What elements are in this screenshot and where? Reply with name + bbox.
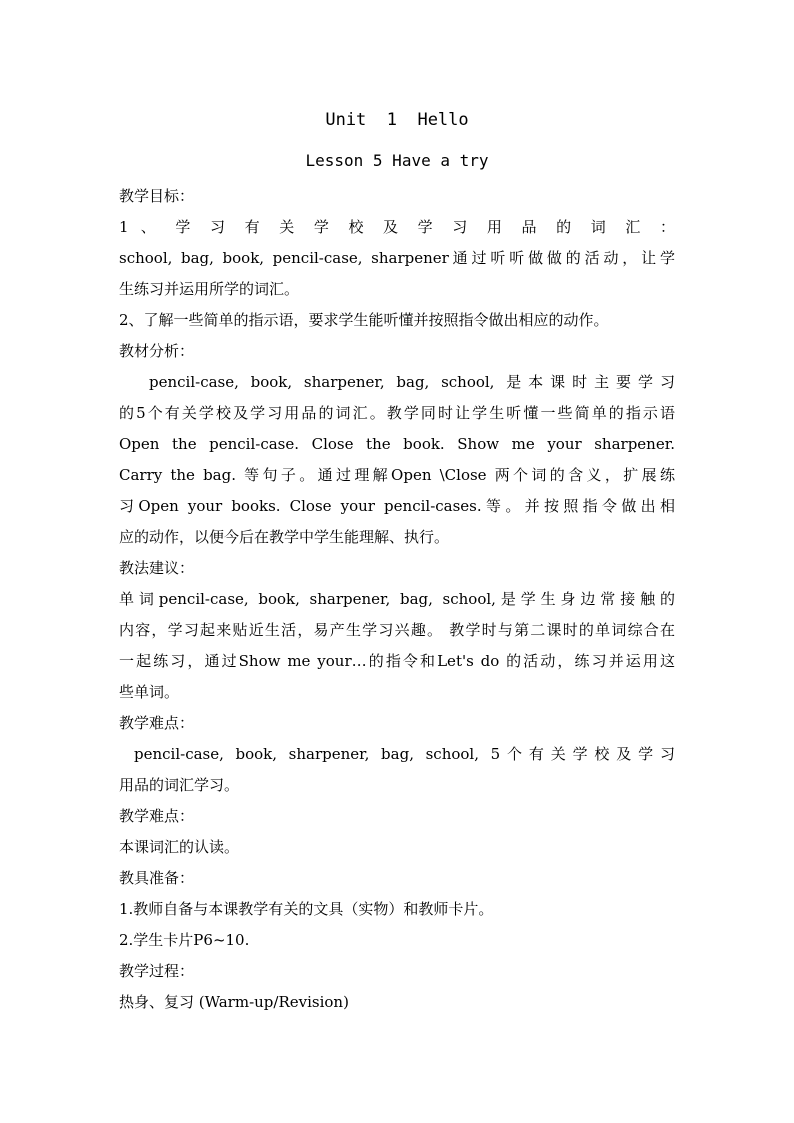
analysis-line-1: pencil-case, book, sharpener, bag, school, 是本课时主要学习 [149,373,675,391]
method-line-2: 内容，学习起来贴近生活，易产生学习兴趣。 教学时与第二课时的单词综合在 [119,621,675,639]
section-heading-difficulty-2: 教学难点： [119,807,195,825]
goals-line-4: 2、了解一些简单的指示语，要求学生能听懂并按照指令做出相应的动作。 [119,311,609,329]
document-body [119,181,675,1018]
method-line-3: 一起练习，通过Show me your…的指令和Let's do 的活动，练习并运用这 [119,652,675,670]
method-line-4: 些单词。 [119,683,180,701]
section-heading-analysis: 教材分析： [119,342,195,360]
process-line-1: 热身、复习 (Warm-up/Revision) [119,993,349,1011]
section-heading-difficulty-1: 教学难点： [119,714,195,732]
materials-line-2: 2.学生卡片P6~10. [119,931,250,949]
difficulty-2-line-1: 本课词汇的认读。 [119,838,240,856]
document-title: Unit 1 Hello [325,110,469,130]
analysis-line-5: 习Open your books. Close your pencil-cases.等。并按照指令做出相 [119,497,675,515]
goals-line-3: 生练习并运用所学的词汇。 [119,280,300,298]
difficulty-line-2: 用品的词汇学习。 [119,776,240,794]
document-content [119,105,675,1018]
materials-line-1: 1.教师自备与本课教学有关的文具（实物）和教师卡片。 [119,900,494,918]
section-heading-materials: 教具准备： [119,869,195,887]
difficulty-line-1: pencil-case, book, sharpener, bag, school, 5个有关学校及学习 [134,745,675,763]
document-subtitle: Lesson 5 Have a try [305,151,489,170]
goals-line-2: school, bag, book, pencil-case, sharpener通过听听做做的活动，让学 [119,249,675,267]
analysis-line-6: 应的动作，以便今后在教学中学生能理解、执行。 [119,528,450,546]
method-line-1: 单词pencil-case, book, sharpener, bag, school,是学生身边常接触的 [119,590,675,608]
section-heading-method: 教法建议： [119,559,195,577]
analysis-line-4: Carry the bag. 等句子。通过理解Open \Close 两个词的含义，扩展练 [119,466,675,484]
section-heading-goals: 教学目标： [119,187,195,205]
analysis-line-2: 的5个有关学校及学习用品的词汇。教学同时让学生听懂一些简单的指示语 [119,404,675,422]
section-heading-process: 教学过程： [119,962,195,980]
analysis-line-3: Open the pencil-case. Close the book. Show me your sharpener. [119,435,675,453]
goals-line-1: 1 、 学 习 有 关 学 校 及 学 习 用 品 的 词 汇 ： [119,218,675,236]
